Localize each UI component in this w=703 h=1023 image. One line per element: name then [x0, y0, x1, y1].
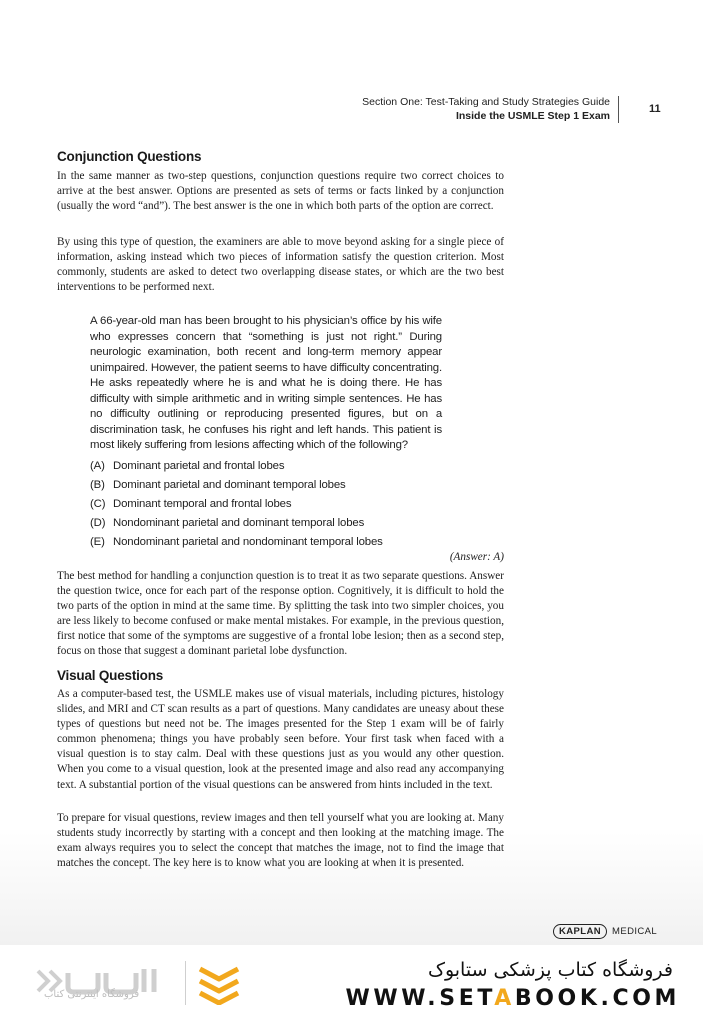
book-stack-icon: [196, 963, 242, 1005]
option-e: [90, 533, 470, 552]
heading-conjunction-questions: Conjunction Questions: [57, 149, 202, 164]
footer-banner: [0, 945, 703, 1023]
option-text: Dominant parietal and dominant temporal lobes: [113, 479, 346, 491]
publisher-brand: [553, 924, 657, 939]
option-text: Dominant temporal and frontal lobes: [113, 498, 292, 510]
url-prefix: WWW.SET: [345, 986, 495, 1011]
option-a: [90, 457, 470, 476]
option-letter: (A): [90, 460, 105, 472]
option-letter: (B): [90, 479, 105, 491]
header-subsection: Inside the USMLE Step 1 Exam: [455, 109, 610, 122]
conjunction-paragraph-1: In the same manner as two-step questions, conjunction questions require two correct choices to arrive at the best answer. Options are presented as sets of terms or facts linked by a conjunction (usually the word “and”). The best answer is the one in which both parts of the option are correct.: [57, 170, 504, 213]
option-letter: (E): [90, 536, 105, 548]
running-header: [362, 96, 619, 123]
option-d: [90, 514, 470, 533]
sample-question-stem: A 66-year-old man has been brought to his physician’s office by his wife who expresses concern that “something is just not right.” During neurologic examination, both recent and long-term memory appear unimpaired. However, the patient seems to have difficulty concentrating. He asks repeatedly where he is and what he is doing there. He has difficulty with simple arithmetic and in writing simple sentences. He has no difficulty outlining or reproducing presented figures, but on a discrimination task, he confuses his right and left hands. This patient is most likely suffering from lesions affecting which of the following?: [90, 315, 442, 451]
option-c: [90, 495, 470, 514]
option-text: Dominant parietal and frontal lobes: [113, 460, 285, 472]
conjunction-paragraph-2: By using this type of question, the examiners are able to move beyond asking for a single piece of information, asking instead which two pieces of information satisfy the question criterion. Most commonly, students are asked to detect two overlapping disease states, or which are the two best interventions to be performed next.: [57, 236, 504, 294]
url-accent-letter: A: [494, 986, 515, 1011]
answer-options: [90, 457, 470, 552]
header-section: Section One: Test-Taking and Study Strategies Guide: [362, 96, 610, 108]
option-b: [90, 476, 470, 495]
store-title-persian: فروشگاه کتاب پزشکی ستابوک: [427, 959, 673, 981]
url-suffix: BOOK.COM: [514, 986, 680, 1011]
page-number: 11: [649, 103, 661, 115]
brand-medical: MEDICAL: [612, 926, 658, 937]
visual-paragraph-1: As a computer-based test, the USMLE makes use of visual materials, including pictures, histology slides, and MRI and CT scan results as a part of questions. Many candidates are uneasy about these types of questions but need not be. The images presented for the Step 1 exam will be of fairly common phenomena; things you have probably seen before. Your first task when faced with a visual question is to stay calm. Deal with these questions just as you would any other question. When you come to a visual question, look at the presented image and also read any accompanying text. A substantial portion of the visual questions can be answered from hints included in the text.: [57, 688, 504, 791]
option-text: Nondominant parietal and dominant temporal lobes: [113, 517, 365, 529]
heading-visual-questions: Visual Questions: [57, 668, 164, 683]
logo-tagline: فروشگاه اینترنتی کتاب: [44, 989, 140, 1000]
visual-paragraph-2: To prepare for visual questions, review images and then tell yourself what you are looking at. Many students study incorrectly by starting with a concept and then looking at the matching image. The exam always requires you to select the concept that matches the image, not to find the image that matches the concept. The key here is to know what you are looking at when it is presented.: [57, 812, 504, 870]
option-text: Nondominant parietal and nondominant temporal lobes: [113, 536, 383, 548]
kaplan-logo: KAPLAN: [553, 924, 607, 939]
option-letter: (D): [90, 517, 106, 529]
answer-key: (Answer: A): [449, 551, 504, 563]
store-url[interactable]: [330, 986, 680, 1011]
option-letter: (C): [90, 498, 106, 510]
setabook-logo-icon: [34, 959, 164, 1009]
footer-divider: [185, 961, 186, 1005]
conjunction-paragraph-3: The best method for handling a conjunction question is to treat it as two separate questions. Answer the question twice, once for each part of the response option. Cognitively, it is difficult to hold the two parts of the option in mind at the same time. By splitting the task into two simpler choices, you are less likely to become confused or make mental mistakes. For example, in the previous question, first notice that some of the symptoms are suggestive of a frontal lobe lesion; then as a second step, focus on those that suggest a dominant parietal lobe dysfunction.: [57, 570, 504, 658]
